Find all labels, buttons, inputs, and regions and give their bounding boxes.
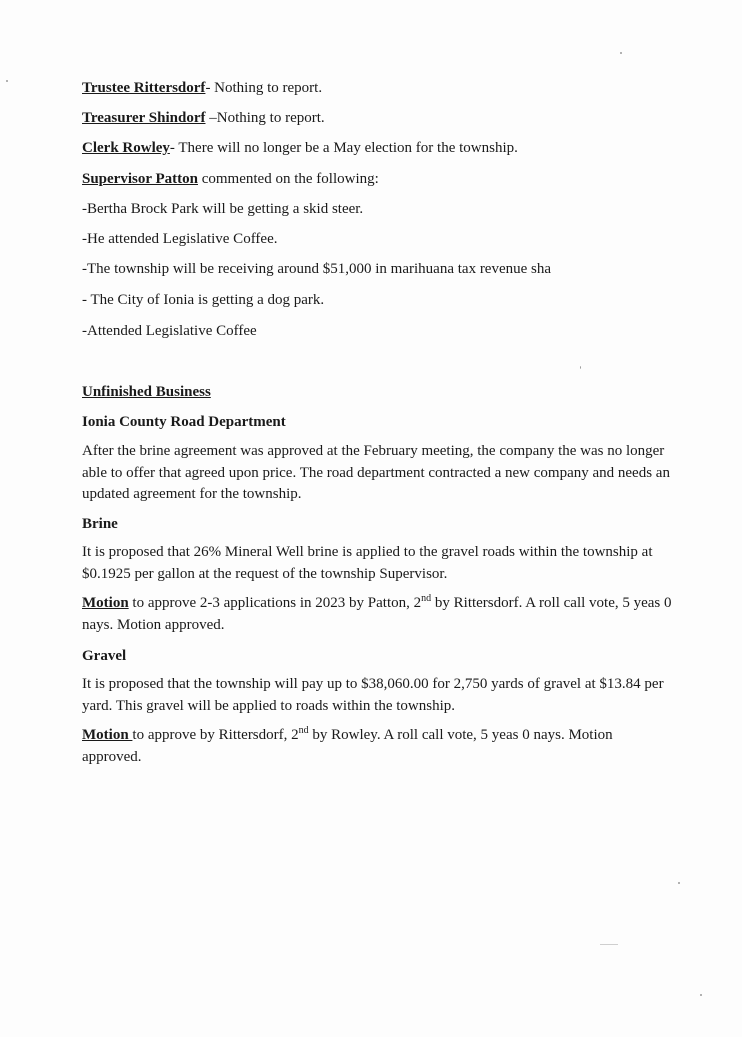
ordinal-suffix: nd xyxy=(298,725,309,736)
supervisor-item: - The City of Ionia is getting a dog park. xyxy=(82,292,325,308)
gravel-motion xyxy=(82,725,672,768)
unfinished-business-heading: Unfinished Business xyxy=(82,384,211,400)
brine-heading: Brine xyxy=(82,516,118,532)
supervisor-item: -The township will be receiving around $51,000 in marihuana tax revenue sha xyxy=(82,261,552,277)
clerk-name: Clerk Rowley xyxy=(82,140,170,156)
road-dept-heading: Ionia County Road Department xyxy=(82,414,286,430)
gravel-heading: Gravel xyxy=(82,648,127,664)
supervisor-item: -Attended Legislative Coffee xyxy=(82,323,257,339)
scan-speck xyxy=(620,52,622,54)
brine-motion xyxy=(82,593,672,636)
motion-label: Motion xyxy=(82,727,133,743)
trustee-text: - Nothing to report. xyxy=(205,80,323,96)
scan-speck xyxy=(580,366,581,369)
supervisor-report xyxy=(82,168,379,190)
supervisor-item: -He attended Legislative Coffee. xyxy=(82,231,278,247)
motion-text: to approve 2-3 applications in 2023 by Patton, 2 xyxy=(128,595,422,611)
scan-speck xyxy=(700,994,702,996)
motion-text: by Rittersdorf. A roll call vote, 5 yeas 0 nays. Motion approved. xyxy=(82,595,672,633)
trustee-report xyxy=(82,77,322,99)
scan-speck xyxy=(678,882,680,884)
supervisor-name: Supervisor Patton xyxy=(82,171,198,187)
brine-paragraph: It is proposed that 26% Mineral Well brine is applied to the gravel roads within the township at $0.1925 per gallon at the request of the township Supervisor. xyxy=(82,544,653,582)
scan-speck xyxy=(6,80,8,82)
ordinal-suffix: nd xyxy=(421,593,432,604)
supervisor-text: commented on the following: xyxy=(197,171,379,187)
motion-text: by Rowley. A roll call vote, 5 yeas 0 nays. Motion approved. xyxy=(82,727,613,765)
clerk-report xyxy=(82,137,518,159)
motion-label: Motion xyxy=(82,595,129,611)
treasurer-text: –Nothing to report. xyxy=(205,110,325,126)
road-dept-paragraph: After the brine agreement was approved at the February meeting, the company the was no longer able to offer that agreed upon price. The road department contracted a new company and needs an updated agreement for the township. xyxy=(82,443,670,502)
scan-speck xyxy=(600,944,618,945)
trustee-name: Trustee Rittersdorf xyxy=(82,80,206,96)
clerk-text: - There will no longer be a May election for the township. xyxy=(169,140,518,156)
treasurer-name: Treasurer Shindorf xyxy=(82,110,206,126)
treasurer-report xyxy=(82,107,325,129)
supervisor-item: -Bertha Brock Park will be getting a skid steer. xyxy=(82,201,364,217)
motion-text: to approve by Rittersdorf, 2 xyxy=(132,727,299,743)
gravel-paragraph: It is proposed that the township will pay up to $38,060.00 for 2,750 yards of gravel at $13.84 per yard. This gravel will be applied to roads within the township. xyxy=(82,676,664,714)
